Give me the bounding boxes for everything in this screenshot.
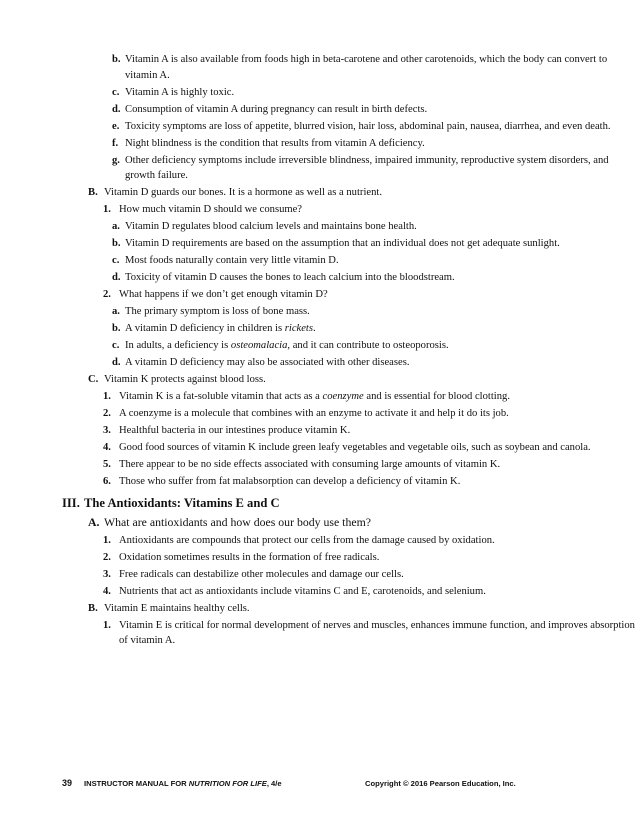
item-text: What happens if we don’t get enough vitamin D?	[119, 289, 328, 300]
list-item	[0, 550, 638, 566]
list-item	[0, 457, 638, 473]
section-label: III.	[62, 495, 80, 510]
item-text: Oxidation sometimes results in the formation of free radicals.	[119, 551, 380, 563]
section-heading	[0, 185, 638, 201]
italic-term: osteomalacia	[230, 340, 288, 351]
text-run: INSTRUCTOR MANUAL FOR	[84, 779, 189, 788]
list-item	[0, 52, 638, 83]
item-label: c.	[112, 340, 120, 351]
list-item	[0, 85, 638, 101]
list-item	[0, 440, 638, 456]
item-label: 2.	[103, 551, 111, 563]
item-label: 2.	[103, 408, 111, 419]
page-footer	[0, 778, 638, 792]
section-label: B.	[88, 602, 98, 614]
section-heading	[0, 514, 638, 531]
item-text: Vitamin E is critical for normal development of nerves and muscles, enhances immune function, and improves absorption of vitamin A.	[119, 619, 635, 646]
question-item	[0, 287, 638, 303]
section-title: The Antioxidants: Vitamins E and C	[84, 495, 280, 510]
list-item	[0, 304, 638, 320]
list-item	[0, 338, 638, 354]
item-text: Vitamin D regulates blood calcium levels and maintains bone health.	[125, 221, 417, 232]
major-section-heading	[0, 494, 638, 512]
item-label: 1.	[103, 619, 111, 631]
copyright-notice: Copyright © 2016 Pearson Education, Inc.	[365, 779, 516, 788]
item-label: 2.	[103, 289, 111, 300]
item-text	[119, 389, 638, 405]
list-item	[0, 389, 638, 405]
text-run: , and it can contribute to osteoporosis.	[287, 340, 449, 351]
section-label: C.	[88, 374, 99, 385]
item-text: Toxicity symptoms are loss of appetite, blurred vision, hair loss, abdominal pain, nausea, diarrhea, and even death.	[125, 120, 611, 132]
item-label: 6.	[103, 476, 111, 487]
section-text: Vitamin E maintains healthy cells.	[104, 602, 250, 614]
item-label: 5.	[103, 459, 111, 470]
item-label: 4.	[103, 442, 111, 453]
italic-book-title: NUTRITION FOR LIFE	[188, 779, 267, 788]
list-item	[0, 406, 638, 422]
item-text: Other deficiency symptoms include irreversible blindness, impaired immunity, reproductive system disorders, and growth failure.	[125, 154, 609, 181]
italic-term: coenzyme	[322, 391, 364, 402]
list-item	[0, 474, 638, 490]
text-run: Vitamin K is a fat-soluble vitamin that acts as a	[119, 391, 323, 402]
item-label: 3.	[103, 568, 111, 580]
item-text: Toxicity of vitamin D causes the bones to leach calcium into the bloodstream.	[125, 272, 455, 283]
list-item	[0, 355, 638, 371]
item-text: Vitamin A is highly toxic.	[125, 86, 235, 98]
item-label: b.	[112, 323, 121, 334]
item-label: b.	[112, 238, 121, 249]
list-item	[0, 119, 638, 135]
list-item	[0, 533, 638, 549]
item-label: c.	[112, 255, 120, 266]
italic-term: rickets	[284, 323, 313, 334]
item-text: Nutrients that act as antioxidants include vitamins C and E, carotenoids, and selenium.	[119, 585, 486, 597]
item-text	[125, 338, 638, 354]
section-text: Vitamin K protects against blood loss.	[104, 374, 266, 385]
item-text: Antioxidants are compounds that protect our cells from the damage caused by oxidation.	[119, 534, 495, 546]
item-label: d.	[112, 357, 121, 368]
list-item	[0, 136, 638, 152]
item-label: a.	[112, 306, 120, 317]
item-label: 3.	[103, 425, 111, 436]
item-label: 1.	[103, 204, 111, 215]
list-item	[0, 584, 638, 600]
item-text: A coenzyme is a molecule that combines with an enzyme to activate it and help it do its job.	[119, 408, 509, 419]
item-label: 4.	[103, 585, 111, 597]
item-label: f.	[112, 137, 119, 149]
item-label: 1.	[103, 391, 111, 402]
list-item	[0, 321, 638, 337]
list-item	[0, 618, 638, 649]
item-text: Free radicals can destabilize other molecules and damage our cells.	[119, 568, 404, 580]
item-text: There appear to be no side effects associated with consuming large amounts of vitamin K.	[119, 459, 501, 470]
item-text: Vitamin D requirements are based on the assumption that an individual does not get adequate sunlight.	[125, 238, 560, 249]
item-text: Good food sources of vitamin K include green leafy vegetables and vegetable oils, such as soybean and canola.	[119, 442, 591, 453]
list-item	[0, 102, 638, 118]
item-text: Night blindness is the condition that results from vitamin A deficiency.	[125, 137, 425, 149]
item-label: e.	[112, 120, 120, 132]
list-item	[0, 153, 638, 184]
list-item	[0, 423, 638, 439]
item-text: Those who suffer from fat malabsorption can develop a deficiency of vitamin K.	[119, 476, 461, 487]
question-item	[0, 202, 638, 218]
list-item	[0, 567, 638, 583]
item-label: c.	[112, 86, 120, 98]
list-item	[0, 253, 638, 269]
item-label: 1.	[103, 534, 111, 546]
item-text: The primary symptom is loss of bone mass.	[125, 306, 310, 317]
section-heading	[0, 601, 638, 617]
section-text: What are antioxidants and how does our body use them?	[104, 514, 371, 529]
item-label: b.	[112, 54, 121, 65]
list-item	[0, 219, 638, 235]
item-text	[125, 321, 638, 337]
item-text: Vitamin A is also available from foods high in beta-carotene and other carotenoids, which the body can convert to vitamin A.	[125, 54, 608, 81]
page-number: 39	[62, 778, 73, 788]
item-label: g.	[112, 154, 120, 166]
section-heading	[0, 372, 638, 388]
item-text: Consumption of vitamin A during pregnancy can result in birth defects.	[125, 103, 428, 115]
item-label: d.	[112, 103, 121, 115]
text-run: In adults, a deficiency is	[125, 340, 231, 351]
item-label: d.	[112, 272, 121, 283]
text-run: A vitamin D deficiency in children is	[125, 323, 285, 334]
item-text: A vitamin D deficiency may also be associated with other diseases.	[125, 357, 410, 368]
document-body	[0, 52, 638, 650]
text-run: and is essential for blood clotting.	[363, 391, 510, 402]
manual-title	[84, 779, 282, 788]
list-item	[0, 270, 638, 286]
section-text: Vitamin D guards our bones. It is a hormone as well as a nutrient.	[104, 187, 382, 198]
item-text: Most foods naturally contain very little vitamin D.	[125, 255, 339, 266]
section-label: B.	[88, 187, 98, 198]
text-run: .	[313, 323, 316, 334]
item-label: a.	[112, 221, 120, 232]
list-item	[0, 236, 638, 252]
item-text: How much vitamin D should we consume?	[119, 204, 303, 215]
section-label: A.	[88, 514, 100, 529]
text-run: , 4/e	[266, 779, 282, 788]
item-text: Healthful bacteria in our intestines produce vitamin K.	[119, 425, 351, 436]
